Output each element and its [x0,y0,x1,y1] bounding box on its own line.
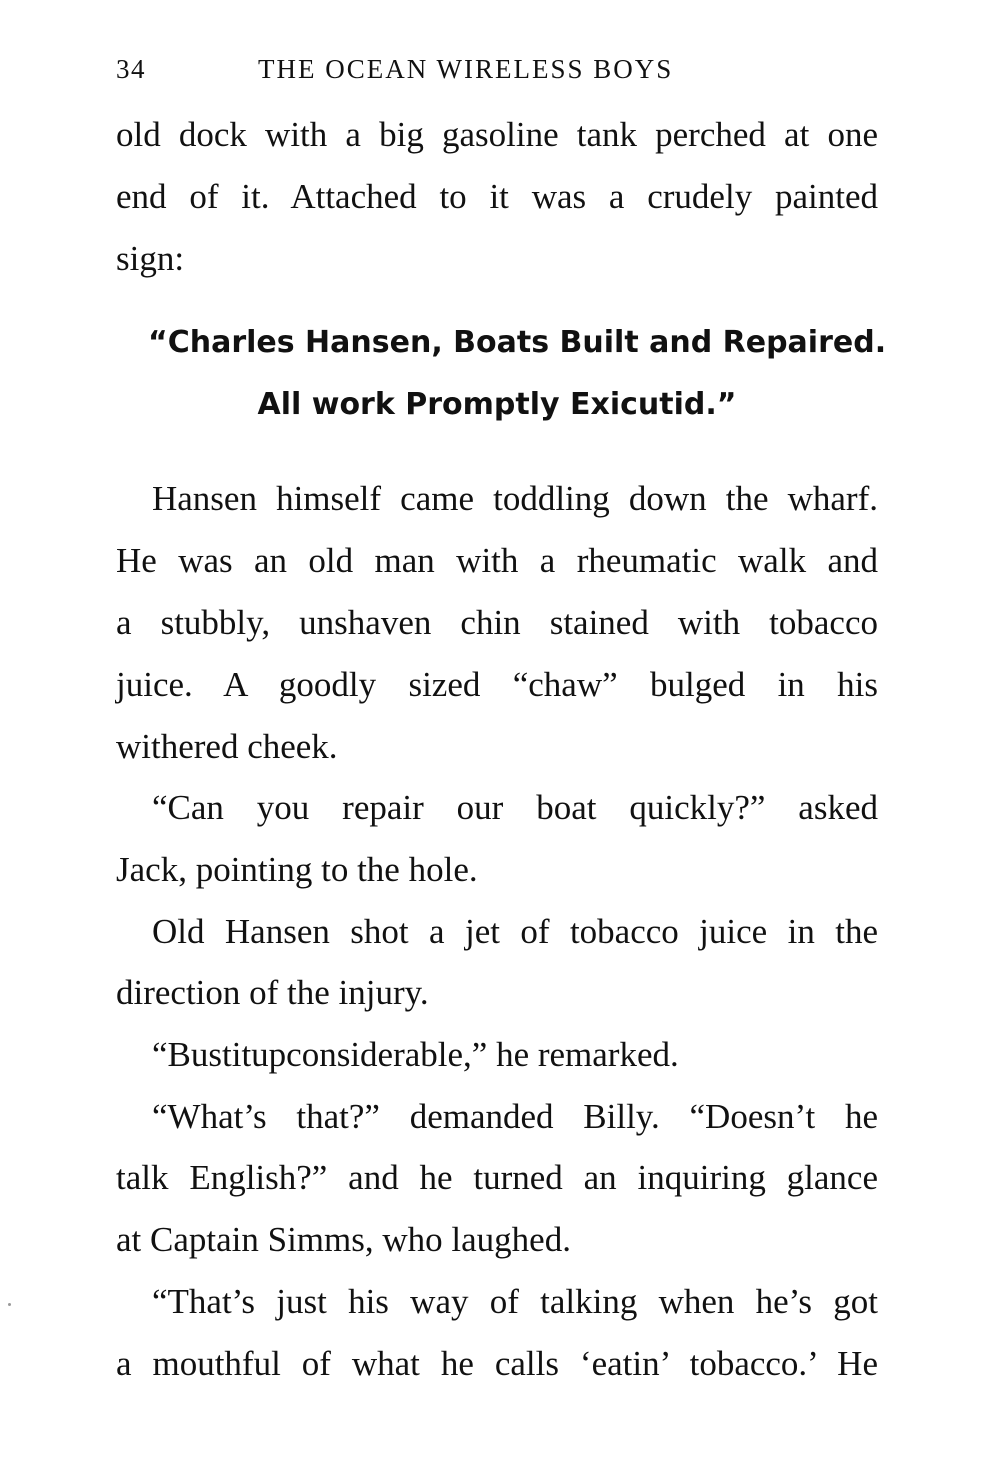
para1-line2: end of it. Attached to it was a crudely painted [116,177,878,216]
para6-line1: “What’s that?” demanded Billy. “Doesn’t he [152,1097,878,1136]
para6-line3: at Captain Simms, who laughed. [116,1220,571,1259]
para2-line4: juice. A goodly sized “chaw” bulged in his [116,665,878,704]
para6-line2: talk English?” and he turned an inquiring glance [116,1158,878,1197]
para2-line3: a stubbly, unshaven chin stained with tobacco [116,603,878,642]
para1-line3: sign: [116,239,185,278]
para5-line1: “Bustitupconsiderable,” he remarked. [152,1035,679,1074]
book-title: THE OCEAN WIRELESS BOYS [258,54,674,84]
para4-line2: direction of the injury. [116,973,429,1012]
para2-line5: withered cheek. [116,727,338,766]
sign-line2: All work Promptly Exicutid.” [257,387,737,422]
para3-line2: Jack, pointing to the hole. [116,850,478,889]
para2-line2: He was an old man with a rheumatic walk and [116,541,878,580]
para7-line1: “That’s just his way of talking when he’s got [152,1282,878,1321]
para3-line1: “Can you repair our boat quickly?” asked [152,788,878,827]
page-number: 34 [116,54,146,84]
para4-line1: Old Hansen shot a jet of tobacco juice in the [152,912,878,951]
para7-line2: a mouthful of what he calls ‘eatin’ tobacco.’ He [116,1344,878,1383]
para1-line1: old dock with a big gasoline tank perched at one [116,115,878,154]
sign-line1: “Charles Hansen, Boats Built and Repaired. [148,325,887,360]
scan-speck [8,1303,11,1306]
para2-line1: Hansen himself came toddling down the wharf. [152,479,878,518]
running-head [116,54,878,94]
